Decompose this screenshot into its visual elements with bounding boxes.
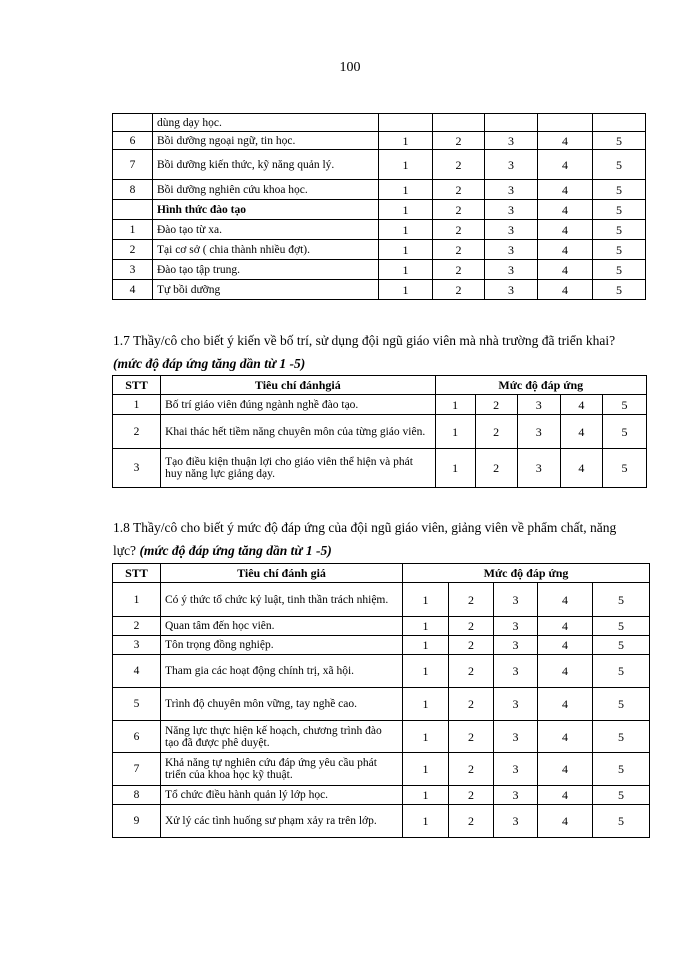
score-cell: 1 <box>379 132 433 150</box>
score-cell: 3 <box>485 280 538 300</box>
score-cell: 5 <box>593 260 646 280</box>
table-row <box>113 260 646 280</box>
score-cell: 3 <box>485 200 538 220</box>
score-cell: 1 <box>379 260 433 280</box>
score-cell: 4 <box>538 583 593 617</box>
score-cell: 5 <box>593 721 650 753</box>
score-cell: 5 <box>593 150 646 180</box>
table-row <box>113 636 650 655</box>
score-cell: 3 <box>494 617 538 636</box>
score-cell: 2 <box>449 636 494 655</box>
score-cell: 4 <box>538 636 593 655</box>
score-cell: 2 <box>433 220 485 240</box>
table-header-row <box>113 564 650 583</box>
score-cell: 3 <box>485 132 538 150</box>
criterion-cell: Khai thác hết tiềm năng chuyên môn của từng giáo viên. <box>161 415 436 449</box>
stt-cell: 6 <box>113 721 161 753</box>
score-cell: 5 <box>593 617 650 636</box>
table-header-row <box>113 376 647 395</box>
question-1-8 <box>113 516 633 562</box>
table-row <box>113 200 646 220</box>
stt-cell: 5 <box>113 688 161 721</box>
score-cell: 3 <box>494 721 538 753</box>
stt-cell: 7 <box>113 753 161 786</box>
table-row <box>113 395 647 415</box>
score-cell: 4 <box>538 260 593 280</box>
criterion-cell: Quan tâm đến học viên. <box>161 617 403 636</box>
score-cell: 4 <box>538 132 593 150</box>
score-cell <box>538 114 593 132</box>
score-cell: 4 <box>538 688 593 721</box>
question-text: 1.7 Thầy/cô cho biết ý kiến về bố trí, sử dụng đội ngũ giáo viên mà nhà trường đã triển khai? <box>113 333 616 348</box>
stt-cell: 2 <box>113 617 161 636</box>
criterion-cell: Bố trí giáo viên đúng ngành nghề đào tạo. <box>161 395 436 415</box>
score-cell: 5 <box>593 220 646 240</box>
stt-cell: 6 <box>113 132 153 150</box>
score-cell: 2 <box>433 150 485 180</box>
score-cell: 1 <box>403 753 449 786</box>
score-cell: 2 <box>433 240 485 260</box>
table-row <box>113 617 650 636</box>
criterion-cell: Tự bồi dưỡng <box>153 280 379 300</box>
score-cell: 4 <box>538 753 593 786</box>
score-cell: 5 <box>593 180 646 200</box>
stt-cell: 2 <box>113 415 161 449</box>
quality-table <box>112 563 650 838</box>
score-cell: 2 <box>449 655 494 688</box>
score-cell: 3 <box>494 636 538 655</box>
score-cell: 1 <box>379 240 433 260</box>
score-cell: 1 <box>435 415 475 449</box>
header-level: Mức độ đáp ứng <box>435 376 646 395</box>
stt-cell: 3 <box>113 449 161 488</box>
score-cell: 5 <box>593 636 650 655</box>
header-stt: STT <box>113 376 161 395</box>
score-cell: 1 <box>403 617 449 636</box>
header-criteria: Tiêu chí đánhgiá <box>161 376 436 395</box>
training-table <box>112 113 646 300</box>
question-text: 1.8 Thầy/cô cho biết ý mức độ đáp ứng của đội ngũ giáo viên, giảng viên về phẩm chất, năng lực? <box>113 520 617 558</box>
stt-cell: 9 <box>113 805 161 838</box>
score-cell: 3 <box>485 260 538 280</box>
criterion-cell: Tham gia các hoạt động chính trị, xã hội. <box>161 655 403 688</box>
score-cell: 1 <box>379 150 433 180</box>
score-cell: 5 <box>593 753 650 786</box>
score-cell: 4 <box>538 721 593 753</box>
table-row <box>113 415 647 449</box>
score-cell: 3 <box>494 786 538 805</box>
score-cell: 4 <box>538 200 593 220</box>
score-cell: 3 <box>517 449 560 488</box>
score-cell: 4 <box>560 415 602 449</box>
criterion-cell: dùng dạy học. <box>153 114 379 132</box>
score-cell: 2 <box>449 583 494 617</box>
table-row <box>113 786 650 805</box>
score-cell: 1 <box>403 805 449 838</box>
score-cell: 1 <box>379 280 433 300</box>
score-cell: 1 <box>403 721 449 753</box>
score-cell: 1 <box>379 200 433 220</box>
staffing-table <box>112 375 647 488</box>
criterion-cell: Trình độ chuyên môn vững, tay nghề cao. <box>161 688 403 721</box>
page-number: 100 <box>339 60 361 75</box>
score-cell: 4 <box>538 655 593 688</box>
criterion-cell: Có ý thức tổ chức kỷ luật, tinh thần trách nhiệm. <box>161 583 403 617</box>
score-cell: 3 <box>494 655 538 688</box>
stt-cell: 1 <box>113 220 153 240</box>
score-cell: 1 <box>403 786 449 805</box>
criterion-cell: Tại cơ sở ( chia thành nhiều đợt). <box>153 240 379 260</box>
table-row <box>113 655 650 688</box>
stt-cell: 3 <box>113 260 153 280</box>
score-cell: 4 <box>538 786 593 805</box>
score-cell: 2 <box>475 449 517 488</box>
score-cell: 1 <box>435 395 475 415</box>
score-cell: 2 <box>433 180 485 200</box>
score-cell: 4 <box>538 617 593 636</box>
table-row <box>113 280 646 300</box>
score-cell: 5 <box>593 655 650 688</box>
score-cell: 2 <box>449 688 494 721</box>
score-cell: 1 <box>435 449 475 488</box>
score-cell: 3 <box>494 583 538 617</box>
score-cell: 5 <box>593 688 650 721</box>
score-cell <box>379 114 433 132</box>
criterion-cell: Tạo điều kiện thuận lợi cho giáo viên thể hiện và phát huy năng lực giảng dạy. <box>161 449 436 488</box>
score-cell: 2 <box>449 617 494 636</box>
criterion-cell: Bồi dưỡng ngoại ngữ, tin học. <box>153 132 379 150</box>
score-cell: 5 <box>593 240 646 260</box>
score-cell <box>593 114 646 132</box>
score-cell: 2 <box>449 805 494 838</box>
table-row <box>113 753 650 786</box>
table-row <box>113 583 650 617</box>
question-1-7 <box>113 329 633 375</box>
score-cell: 5 <box>593 280 646 300</box>
score-cell: 4 <box>538 280 593 300</box>
score-cell: 1 <box>403 583 449 617</box>
table-row <box>113 449 647 488</box>
score-cell: 1 <box>379 180 433 200</box>
table-row <box>113 150 646 180</box>
score-cell: 2 <box>449 786 494 805</box>
score-cell: 3 <box>517 395 560 415</box>
score-cell: 1 <box>379 220 433 240</box>
score-cell: 1 <box>403 655 449 688</box>
score-cell: 5 <box>602 415 646 449</box>
score-cell: 4 <box>538 220 593 240</box>
score-cell: 3 <box>494 753 538 786</box>
stt-cell: 4 <box>113 280 153 300</box>
score-cell: 2 <box>433 200 485 220</box>
table-row <box>113 180 646 200</box>
stt-cell: 2 <box>113 240 153 260</box>
stt-cell: 1 <box>113 583 161 617</box>
table-row <box>113 805 650 838</box>
score-cell: 2 <box>449 753 494 786</box>
score-cell <box>433 114 485 132</box>
stt-cell: 8 <box>113 786 161 805</box>
criterion-cell: Đào tạo từ xa. <box>153 220 379 240</box>
score-cell: 3 <box>485 240 538 260</box>
criterion-cell: Bồi dưỡng nghiên cứu khoa học. <box>153 180 379 200</box>
score-cell: 3 <box>485 180 538 200</box>
header-criteria: Tiêu chí đánh giá <box>161 564 403 583</box>
table-row <box>113 240 646 260</box>
score-cell: 1 <box>403 636 449 655</box>
stt-cell: 4 <box>113 655 161 688</box>
score-cell: 2 <box>449 721 494 753</box>
criterion-cell: Hình thức đào tạo <box>153 200 379 220</box>
score-cell: 4 <box>538 240 593 260</box>
score-cell: 3 <box>517 415 560 449</box>
criterion-cell: Tổ chức điều hành quản lý lớp học. <box>161 786 403 805</box>
score-cell: 2 <box>433 260 485 280</box>
score-cell: 3 <box>494 805 538 838</box>
criterion-cell: Năng lực thực hiện kế hoạch, chương trình đào tạo đã được phê duyệt. <box>161 721 403 753</box>
question-note: (mức độ đáp ứng tăng dần từ 1 -5) <box>139 543 332 558</box>
score-cell: 5 <box>602 395 646 415</box>
score-cell: 5 <box>593 583 650 617</box>
criterion-cell: Xử lý các tình huống sư phạm xảy ra trên lớp. <box>161 805 403 838</box>
score-cell <box>485 114 538 132</box>
score-cell: 5 <box>593 200 646 220</box>
score-cell: 2 <box>475 395 517 415</box>
score-cell: 4 <box>538 180 593 200</box>
criterion-cell: Đào tạo tập trung. <box>153 260 379 280</box>
score-cell: 5 <box>602 449 646 488</box>
table-row <box>113 132 646 150</box>
score-cell: 5 <box>593 786 650 805</box>
criterion-cell: Tôn trọng đồng nghiệp. <box>161 636 403 655</box>
stt-cell: 3 <box>113 636 161 655</box>
stt-cell: 8 <box>113 180 153 200</box>
score-cell: 4 <box>538 150 593 180</box>
stt-cell: 7 <box>113 150 153 180</box>
score-cell: 3 <box>485 150 538 180</box>
table-row <box>113 114 646 132</box>
score-cell: 1 <box>403 688 449 721</box>
score-cell: 3 <box>485 220 538 240</box>
question-note: (mức độ đáp ứng tăng dần từ 1 -5) <box>113 356 306 371</box>
table-row <box>113 220 646 240</box>
table-row <box>113 721 650 753</box>
score-cell: 4 <box>560 449 602 488</box>
score-cell: 5 <box>593 805 650 838</box>
table-row <box>113 688 650 721</box>
stt-cell: 1 <box>113 395 161 415</box>
header-level: Mức độ đáp ứng <box>403 564 650 583</box>
score-cell: 4 <box>560 395 602 415</box>
score-cell: 4 <box>538 805 593 838</box>
score-cell: 2 <box>433 132 485 150</box>
score-cell: 3 <box>494 688 538 721</box>
score-cell: 2 <box>433 280 485 300</box>
stt-cell <box>113 200 153 220</box>
score-cell: 5 <box>593 132 646 150</box>
score-cell: 2 <box>475 415 517 449</box>
criterion-cell: Khả năng tự nghiên cứu đáp ứng yêu cầu phát triển của khoa học kỹ thuật. <box>161 753 403 786</box>
stt-cell <box>113 114 153 132</box>
criterion-cell: Bồi dưỡng kiến thức, kỹ năng quản lý. <box>153 150 379 180</box>
header-stt: STT <box>113 564 161 583</box>
